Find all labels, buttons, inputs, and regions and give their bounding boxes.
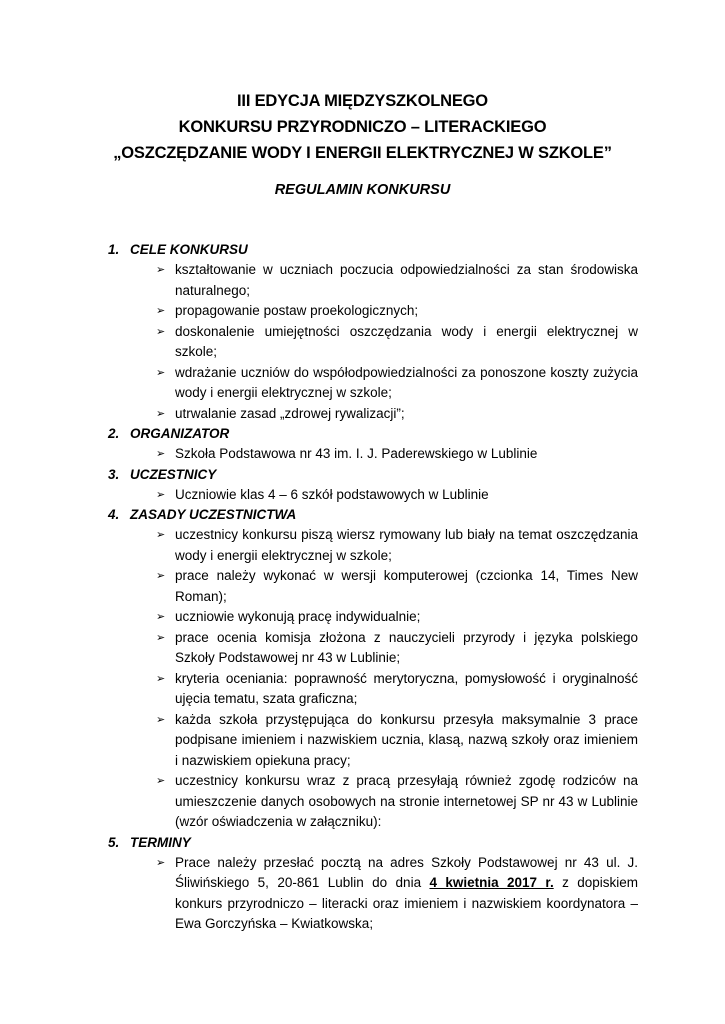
section-title: TERMINY bbox=[130, 834, 191, 850]
section-items bbox=[156, 260, 638, 424]
section-heading bbox=[108, 424, 638, 444]
list-item: ➢ kryteria oceniania: poprawność merytoryczna, pomysłowość i oryginalność ujęcia tematu, szata graficzna; bbox=[156, 669, 638, 710]
list-item: ➢ doskonalenie umiejętności oszczędzania wody i energii elektrycznej w szkole; bbox=[156, 322, 638, 363]
title-line-1: III EDYCJA MIĘDZYSZKOLNEGO bbox=[237, 92, 488, 110]
list-item: ➢ prace ocenia komisja złożona z nauczycieli przyrody i języka polskiego Szkoły Podstawowej nr 43 w Lublinie; bbox=[156, 628, 638, 669]
arrow-bullet-icon: ➢ bbox=[156, 264, 166, 276]
section-items bbox=[156, 444, 638, 465]
list-item: ➢ kształtowanie w uczniach poczucia odpowiedzialności za stan środowiska naturalnego; bbox=[156, 260, 638, 301]
section-deadlines bbox=[108, 833, 638, 935]
section-heading bbox=[108, 240, 638, 260]
arrow-bullet-icon: ➢ bbox=[156, 325, 166, 338]
document-title bbox=[0, 88, 725, 166]
section-items bbox=[156, 853, 638, 935]
list-item: ➢ prace należy wykonać w wersji komputerowej (czcionka 14, Times New Roman); bbox=[156, 566, 638, 607]
section-heading bbox=[108, 505, 638, 525]
arrow-bullet-icon: ➢ bbox=[156, 407, 166, 420]
section-heading bbox=[108, 833, 638, 853]
title-line-2: KONKURSU PRZYRODNICZO – LITERACKIEGO bbox=[178, 118, 547, 136]
arrow-bullet-icon: ➢ bbox=[156, 856, 166, 869]
arrow-bullet-icon: ➢ bbox=[156, 305, 166, 317]
section-number: 3. bbox=[108, 466, 120, 482]
section-number: 4. bbox=[108, 507, 120, 522]
section-participants bbox=[108, 465, 638, 506]
section-number: 1. bbox=[108, 242, 120, 257]
section-title: CELE KONKURSU bbox=[130, 242, 248, 257]
section-title: UCZESTNICY bbox=[130, 466, 217, 482]
section-rules bbox=[108, 505, 638, 833]
rules-content bbox=[108, 240, 638, 935]
arrow-bullet-icon: ➢ bbox=[156, 366, 166, 379]
deadline-text-before: Prace należy przesłać pocztą na adres Szkoły Podstawowej nr 43 ul. J. Śliwińskiego 5, 20-861 Lublin do dnia bbox=[175, 854, 638, 890]
arrow-bullet-icon: ➢ bbox=[156, 672, 166, 685]
list-item: ➢ Uczniowie klas 4 – 6 szkół podstawowych w Lublinie bbox=[156, 485, 638, 506]
arrow-bullet-icon: ➢ bbox=[156, 570, 166, 582]
list-item bbox=[156, 853, 638, 935]
section-goals bbox=[108, 240, 638, 424]
section-organizer bbox=[108, 424, 638, 465]
arrow-bullet-icon: ➢ bbox=[156, 529, 166, 541]
section-number: 2. bbox=[108, 426, 120, 441]
section-heading bbox=[108, 465, 638, 485]
list-item: ➢ Szkoła Podstawowa nr 43 im. I. J. Paderewskiego w Lublinie bbox=[156, 444, 638, 465]
list-item: ➢ propagowanie postaw proekologicznych; bbox=[156, 301, 638, 322]
arrow-bullet-icon: ➢ bbox=[156, 448, 166, 460]
deadline-text-after: z dopiskiem konkurs przyrodniczo – literacki oraz imieniem i nazwiskiem koordynatora – Ewa Gorczyńska – Kwiatkowska; bbox=[175, 875, 639, 931]
section-items bbox=[156, 485, 638, 506]
list-item: ➢ utrwalanie zasad „zdrowej rywalizacji”; bbox=[156, 404, 638, 425]
deadline-date: 4 kwietnia 2017 r. bbox=[429, 875, 554, 890]
title-line-3: „OSZCZĘDZANIE WODY I ENERGII ELEKTRYCZNEJ W SZKOLE” bbox=[113, 144, 612, 162]
list-item: ➢ uczestnicy konkursu wraz z pracą przesyłają również zgodę rodziców na umieszczenie danych osobowych na stronie internetowej SP nr 43 w Lublinie (wzór oświadczenia w załączniku): bbox=[156, 771, 638, 833]
list-item: ➢ uczestnicy konkursu piszą wiersz rymowany lub biały na temat oszczędzania wody i energii elektrycznej w szkole; bbox=[156, 525, 638, 566]
section-title: ORGANIZATOR bbox=[130, 426, 230, 441]
list-item: ➢ każda szkoła przystępująca do konkursu przesyła maksymalnie 3 prace podpisane imieniem i nazwiskiem ucznia, klasą, nazwą szkoły oraz imieniem i nazwiskiem opiekuna pracy; bbox=[156, 710, 638, 772]
list-item: ➢ wdrażanie uczniów do współodpowiedzialności za ponoszone koszty zużycia wody i energii elektrycznej w szkole; bbox=[156, 363, 638, 404]
document-subtitle: REGULAMIN KONKURSU bbox=[274, 182, 451, 198]
arrow-bullet-icon: ➢ bbox=[156, 611, 166, 623]
list-item: ➢ uczniowie wykonują pracę indywidualnie; bbox=[156, 607, 638, 628]
section-items bbox=[156, 525, 638, 833]
arrow-bullet-icon: ➢ bbox=[156, 775, 166, 787]
arrow-bullet-icon: ➢ bbox=[156, 713, 166, 726]
section-title: ZASADY UCZESTNICTWA bbox=[130, 507, 297, 522]
arrow-bullet-icon: ➢ bbox=[156, 488, 166, 501]
section-number: 5. bbox=[108, 834, 120, 850]
arrow-bullet-icon: ➢ bbox=[156, 631, 166, 644]
